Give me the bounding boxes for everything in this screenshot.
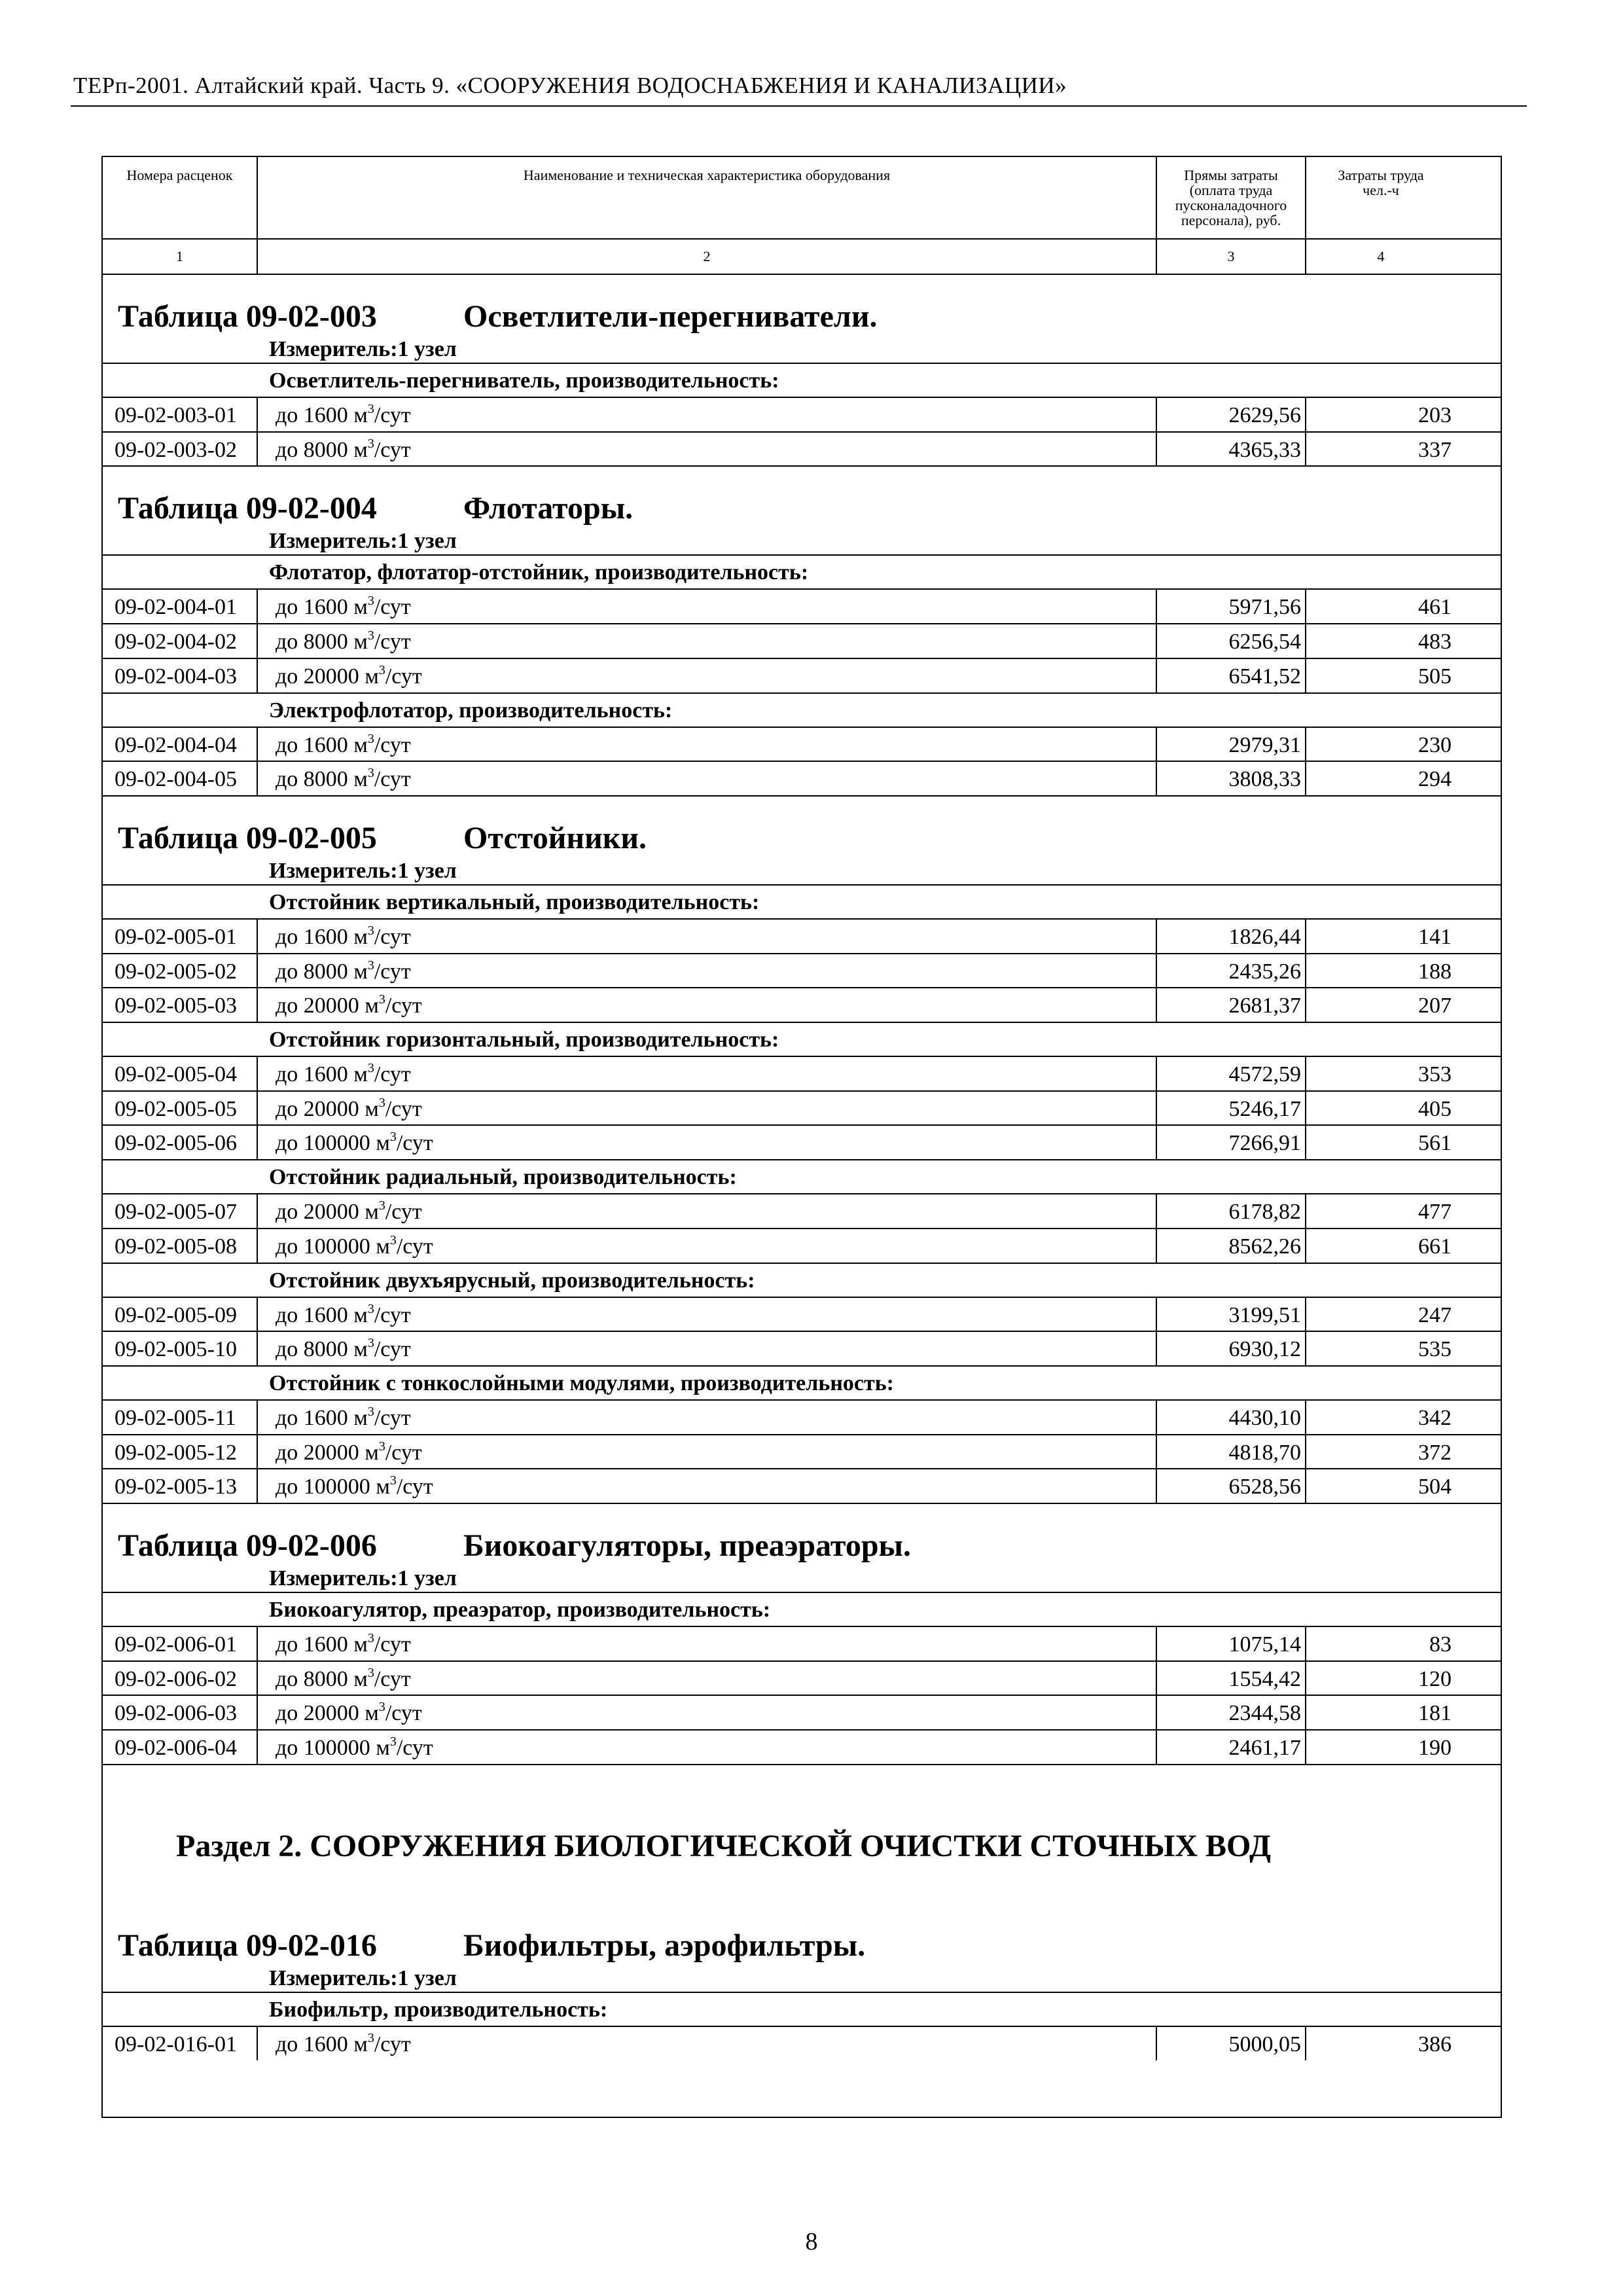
unit-label: $м^3$/сут xyxy=(348,1061,411,1086)
column-number: 4 xyxy=(1377,248,1385,264)
cell-divider xyxy=(1305,2026,1306,2060)
capacity-spec: до 100000 $м^3$/сут xyxy=(276,1734,433,1760)
direct-cost: 6256,54 xyxy=(1228,630,1301,654)
unit-label: $м^3$/сут xyxy=(348,628,411,654)
unit-label: $м^3$/сут xyxy=(348,1631,411,1657)
capacity-spec: до 1600 $м^3$/сут xyxy=(276,402,411,427)
labor-cost: 83 xyxy=(1429,1632,1452,1657)
row-divider xyxy=(103,1331,1501,1332)
header-rule xyxy=(71,105,1527,107)
capacity-spec: до 20000 $м^3$/сут xyxy=(276,1096,422,1121)
labor-cost: 230 xyxy=(1418,733,1452,757)
cell-divider xyxy=(1156,1399,1157,1434)
labor-cost: 207 xyxy=(1418,994,1452,1018)
column-number: 2 xyxy=(703,248,711,264)
table-name: Флотаторы. xyxy=(463,491,633,526)
unit-label: $м^3$/сут xyxy=(348,437,411,462)
cell-divider xyxy=(1305,1468,1306,1503)
labor-cost: 181 xyxy=(1418,1701,1452,1725)
measure-unit: Измеритель:1 узел xyxy=(269,859,457,883)
row-divider xyxy=(103,1592,1501,1593)
table-number: Таблица 09-02-016 xyxy=(118,1928,377,1963)
capacity-spec: до 8000 $м^3$/сут xyxy=(276,437,411,462)
direct-cost: 5000,05 xyxy=(1228,2032,1301,2056)
capacity-spec: до 20000 $м^3$/сут xyxy=(276,1700,422,1725)
direct-cost: 6528,56 xyxy=(1228,1475,1301,1499)
cell-divider xyxy=(1156,918,1157,953)
capacity-spec: до 8000 $м^3$/сут xyxy=(276,766,411,791)
cell-divider xyxy=(1305,1090,1306,1125)
labor-cost: 190 xyxy=(1418,1736,1452,1760)
row-divider xyxy=(103,1660,1501,1662)
labor-cost: 483 xyxy=(1418,630,1452,654)
row-divider xyxy=(103,554,1501,556)
row-divider xyxy=(103,1992,1501,1993)
labor-cost: 461 xyxy=(1418,595,1452,619)
rate-code: 09-02-005-09 xyxy=(115,1303,237,1327)
page-number: 8 xyxy=(805,2228,818,2255)
direct-cost: 2629,56 xyxy=(1228,403,1301,427)
cell-divider xyxy=(1305,1729,1306,1764)
rate-code: 09-02-005-02 xyxy=(115,960,237,984)
cell-divider xyxy=(1156,953,1157,988)
row-divider xyxy=(103,623,1501,624)
row-divider xyxy=(103,465,1501,467)
row-divider xyxy=(103,1503,1501,1504)
table-name: Биофильтры, аэрофильтры. xyxy=(463,1928,866,1963)
direct-cost: 1075,14 xyxy=(1228,1632,1301,1657)
direct-cost: 2344,58 xyxy=(1228,1701,1301,1725)
capacity-spec: до 8000 $м^3$/сут xyxy=(276,958,411,984)
row-divider xyxy=(103,1193,1501,1194)
capacity-spec: до 20000 $м^3$/сут xyxy=(276,663,422,689)
cell-divider xyxy=(1156,658,1157,692)
cell-divider xyxy=(257,1297,258,1331)
row-divider xyxy=(103,588,1501,590)
capacity-spec: до 1600 $м^3$/сут xyxy=(276,1405,411,1430)
cell-divider xyxy=(257,726,258,761)
labor-cost: 353 xyxy=(1418,1062,1452,1086)
direct-cost: 1554,42 xyxy=(1228,1667,1301,1691)
cell-divider xyxy=(1305,1695,1306,1729)
section-heading: Раздел 2. СООРУЖЕНИЯ БИОЛОГИЧЕСКОЙ ОЧИСТКИ СТОЧНЫХ ВОД xyxy=(176,1829,1271,1863)
measure-unit: Измеритель:1 узел xyxy=(269,1966,457,1990)
row-divider xyxy=(103,431,1501,433)
page-header: ТЕРп-2001. Алтайский край. Часть 9. «СООРУЖЕНИЯ ВОДОСНАБЖЕНИЯ И КАНАЛИЗАЦИИ» xyxy=(73,73,1067,98)
rate-code: 09-02-005-07 xyxy=(115,1200,237,1224)
rate-code: 09-02-005-06 xyxy=(115,1131,237,1155)
cell-divider xyxy=(1156,1193,1157,1228)
unit-label: $м^3$/сут xyxy=(348,1405,411,1430)
rate-code: 09-02-006-02 xyxy=(115,1667,237,1691)
direct-cost: 7266,91 xyxy=(1228,1131,1301,1155)
rate-code: 09-02-006-01 xyxy=(115,1632,237,1657)
column-number: 3 xyxy=(1227,248,1235,264)
group-label: Отстойник двухъярусный, производительность: xyxy=(269,1268,755,1293)
row-divider xyxy=(103,761,1501,762)
cell-divider xyxy=(257,1124,258,1159)
cell-divider xyxy=(1305,588,1306,623)
direct-cost: 5246,17 xyxy=(1228,1097,1301,1121)
direct-cost: 4365,33 xyxy=(1228,438,1301,462)
unit-label: $м^3$/сут xyxy=(348,766,411,791)
unit-label: $м^3$/сут xyxy=(370,1734,433,1760)
cell-divider xyxy=(1156,1468,1157,1503)
capacity-spec: до 20000 $м^3$/сут xyxy=(276,1439,422,1465)
labor-cost: 372 xyxy=(1418,1441,1452,1465)
cell-divider xyxy=(257,588,258,623)
direct-cost: 1826,44 xyxy=(1228,925,1301,949)
column-header-3: Прямы затраты (оплата труда пусконаладочного персонала), руб. xyxy=(1175,167,1287,228)
unit-label: $м^3$/сут xyxy=(348,958,411,984)
column-header-2: Наименование и техническая характеристика оборудования xyxy=(523,167,891,183)
row-divider xyxy=(103,884,1501,886)
group-label: Отстойник горизонтальный, производительность: xyxy=(269,1028,779,1052)
direct-cost: 3199,51 xyxy=(1228,1303,1301,1327)
cell-divider xyxy=(257,2026,258,2060)
direct-cost: 5971,56 xyxy=(1228,595,1301,619)
row-divider xyxy=(103,1764,1501,1765)
cell-divider xyxy=(257,1399,258,1434)
row-divider xyxy=(103,1263,1501,1264)
direct-cost: 4572,59 xyxy=(1228,1062,1301,1086)
direct-cost: 4430,10 xyxy=(1228,1406,1301,1430)
labor-cost: 386 xyxy=(1418,2032,1452,2056)
unit-label: $м^3$/сут xyxy=(359,1700,422,1725)
capacity-spec: до 100000 $м^3$/сут xyxy=(276,1130,433,1155)
unit-label: $м^3$/сут xyxy=(348,2031,411,2056)
labor-cost: 337 xyxy=(1418,438,1452,462)
cell-divider xyxy=(1305,726,1306,761)
measure-unit: Измеритель:1 узел xyxy=(269,337,457,361)
rate-code: 09-02-005-01 xyxy=(115,925,237,949)
cell-divider xyxy=(1305,1399,1306,1434)
row-divider xyxy=(103,397,1501,398)
cell-divider xyxy=(1305,1331,1306,1365)
rate-code: 09-02-005-05 xyxy=(115,1097,237,1121)
labor-cost: 203 xyxy=(1418,403,1452,427)
row-divider xyxy=(103,726,1501,728)
capacity-spec: до 1600 $м^3$/сут xyxy=(276,924,411,949)
unit-label: $м^3$/сут xyxy=(359,663,422,689)
cell-divider xyxy=(257,1193,258,1228)
direct-cost: 2979,31 xyxy=(1228,733,1301,757)
group-label: Электрофлотатор, производительность: xyxy=(269,698,673,723)
cell-divider xyxy=(1156,1434,1157,1469)
table-name: Отстойники. xyxy=(463,821,647,855)
cell-divider xyxy=(257,953,258,988)
cell-divider xyxy=(1305,1626,1306,1660)
rate-code: 09-02-016-01 xyxy=(115,2032,237,2056)
direct-cost: 3808,33 xyxy=(1228,767,1301,791)
row-divider xyxy=(103,795,1501,797)
cell-divider xyxy=(257,1090,258,1125)
cell-divider xyxy=(257,1626,258,1660)
capacity-spec: до 8000 $м^3$/сут xyxy=(276,1336,411,1361)
direct-cost: 2461,17 xyxy=(1228,1736,1301,1760)
group-label: Осветлитель-перегниватель, производительность: xyxy=(269,368,779,393)
capacity-spec: до 100000 $м^3$/сут xyxy=(276,1233,433,1259)
row-divider xyxy=(103,1124,1501,1126)
header-bottom xyxy=(103,274,1501,275)
rate-code: 09-02-005-08 xyxy=(115,1234,237,1259)
row-divider xyxy=(103,2026,1501,2027)
unit-label: $м^3$/сут xyxy=(348,732,411,757)
cell-divider xyxy=(1156,1729,1157,1764)
labor-cost: 342 xyxy=(1418,1406,1452,1430)
cell-divider xyxy=(257,431,258,466)
rate-code: 09-02-004-03 xyxy=(115,664,237,689)
table-number: Таблица 09-02-003 xyxy=(118,299,377,334)
cell-divider xyxy=(1305,1193,1306,1228)
column-header-1: Номера расценок xyxy=(126,167,233,183)
group-label: Отстойник с тонкослойными модулями, производительность: xyxy=(269,1371,895,1395)
capacity-spec: до 1600 $м^3$/сут xyxy=(276,732,411,757)
table-number: Таблица 09-02-006 xyxy=(118,1528,377,1563)
labor-cost: 505 xyxy=(1418,664,1452,689)
cell-divider xyxy=(1156,1331,1157,1365)
direct-cost: 6178,82 xyxy=(1228,1200,1301,1224)
rates-table xyxy=(101,156,1502,2118)
group-label: Биокоагулятор, преаэратор, производительность: xyxy=(269,1598,771,1622)
group-label: Отстойник радиальный, производительность: xyxy=(269,1165,737,1189)
cell-divider xyxy=(257,1660,258,1695)
row-divider xyxy=(103,1159,1501,1160)
row-divider xyxy=(103,1297,1501,1298)
cell-divider xyxy=(1305,431,1306,466)
column-number: 1 xyxy=(176,248,183,264)
table-name: Осветлители-перегниватели. xyxy=(463,299,878,334)
cell-divider xyxy=(257,1331,258,1365)
measure-unit: Измеритель:1 узел xyxy=(269,529,457,553)
cell-divider xyxy=(1156,1124,1157,1159)
cell-divider xyxy=(257,658,258,692)
cell-divider xyxy=(257,1695,258,1729)
cell-divider xyxy=(257,397,258,431)
cell-divider xyxy=(1156,397,1157,431)
row-divider xyxy=(103,1434,1501,1435)
capacity-spec: до 100000 $м^3$/сут xyxy=(276,1473,433,1499)
column-header-4: Затраты труда чел.-ч xyxy=(1338,167,1424,198)
cell-divider xyxy=(1305,1434,1306,1469)
direct-cost: 8562,26 xyxy=(1228,1234,1301,1259)
cell-divider xyxy=(1156,623,1157,658)
cell-divider xyxy=(257,623,258,658)
capacity-spec: до 20000 $м^3$/сут xyxy=(276,992,422,1018)
direct-cost: 6930,12 xyxy=(1228,1337,1301,1361)
labor-cost: 188 xyxy=(1418,960,1452,984)
unit-label: $м^3$/сут xyxy=(348,1302,411,1327)
cell-divider xyxy=(257,761,258,795)
unit-label: $м^3$/сут xyxy=(359,1096,422,1121)
row-divider xyxy=(103,658,1501,659)
row-divider xyxy=(103,1626,1501,1627)
rate-code: 09-02-005-03 xyxy=(115,994,237,1018)
capacity-spec: до 1600 $м^3$/сут xyxy=(276,1631,411,1657)
cell-divider xyxy=(257,1056,258,1090)
rate-code: 09-02-004-02 xyxy=(115,630,237,654)
unit-label: $м^3$/сут xyxy=(359,992,422,1018)
cell-divider xyxy=(1305,1660,1306,1695)
table-number: Таблица 09-02-004 xyxy=(118,491,377,526)
cell-divider xyxy=(1305,397,1306,431)
unit-label: $м^3$/сут xyxy=(370,1130,433,1155)
cell-divider xyxy=(257,987,258,1022)
labor-cost: 561 xyxy=(1418,1131,1452,1155)
group-label: Флотатор, флотатор-отстойник, производительность: xyxy=(269,560,809,584)
labor-cost: 504 xyxy=(1418,1475,1452,1499)
cell-divider xyxy=(1156,588,1157,623)
cell-divider xyxy=(1156,987,1157,1022)
row-divider xyxy=(103,1729,1501,1731)
labor-cost: 294 xyxy=(1418,767,1452,791)
rate-code: 09-02-004-05 xyxy=(115,767,237,791)
row-divider xyxy=(103,953,1501,954)
capacity-spec: до 8000 $м^3$/сут xyxy=(276,628,411,654)
capacity-spec: до 1600 $м^3$/сут xyxy=(276,594,411,619)
unit-label: $м^3$/сут xyxy=(359,1198,422,1224)
rate-code: 09-02-005-10 xyxy=(115,1337,237,1361)
capacity-spec: до 1600 $м^3$/сут xyxy=(276,1302,411,1327)
row-divider xyxy=(103,1090,1501,1092)
table-name: Биокоагуляторы, преаэраторы. xyxy=(463,1528,911,1563)
cell-divider xyxy=(1156,1056,1157,1090)
direct-cost: 2681,37 xyxy=(1228,994,1301,1018)
cell-divider xyxy=(257,1228,258,1263)
cell-divider xyxy=(1156,761,1157,795)
unit-label: $м^3$/сут xyxy=(370,1233,433,1259)
unit-label: $м^3$/сут xyxy=(348,924,411,949)
unit-label: $м^3$/сут xyxy=(370,1473,433,1499)
row-divider xyxy=(103,1399,1501,1401)
rate-code: 09-02-005-12 xyxy=(115,1441,237,1465)
rate-code: 09-02-006-04 xyxy=(115,1736,237,1760)
row-divider xyxy=(103,363,1501,364)
row-divider xyxy=(103,1468,1501,1469)
capacity-spec: до 1600 $м^3$/сут xyxy=(276,1061,411,1086)
labor-cost: 141 xyxy=(1418,925,1452,949)
cell-divider xyxy=(1305,918,1306,953)
labor-cost: 120 xyxy=(1418,1667,1452,1691)
unit-label: $м^3$/сут xyxy=(359,1439,422,1465)
row-divider xyxy=(103,987,1501,988)
direct-cost: 6541,52 xyxy=(1228,664,1301,689)
rate-code: 09-02-006-03 xyxy=(115,1701,237,1725)
measure-unit: Измеритель:1 узел xyxy=(269,1566,457,1590)
capacity-spec: до 8000 $м^3$/сут xyxy=(276,1666,411,1691)
rate-code: 09-02-003-02 xyxy=(115,438,237,462)
cell-divider xyxy=(1305,658,1306,692)
cell-divider xyxy=(1305,761,1306,795)
rate-code: 09-02-005-04 xyxy=(115,1062,237,1086)
cell-divider xyxy=(1305,953,1306,988)
cell-divider xyxy=(1156,726,1157,761)
rate-code: 09-02-004-01 xyxy=(115,595,237,619)
labor-cost: 535 xyxy=(1418,1337,1452,1361)
cell-divider xyxy=(257,918,258,953)
row-divider xyxy=(103,1365,1501,1367)
row-divider xyxy=(103,918,1501,920)
unit-label: $м^3$/сут xyxy=(348,402,411,427)
cell-divider xyxy=(1156,431,1157,466)
cell-divider xyxy=(1156,1626,1157,1660)
labor-cost: 247 xyxy=(1418,1303,1452,1327)
labor-cost: 661 xyxy=(1418,1234,1452,1259)
direct-cost: 4818,70 xyxy=(1228,1441,1301,1465)
table-number: Таблица 09-02-005 xyxy=(118,821,377,855)
header-divider xyxy=(103,238,1501,240)
cell-divider xyxy=(1156,1660,1157,1695)
labor-cost: 477 xyxy=(1418,1200,1452,1224)
rate-code: 09-02-005-11 xyxy=(115,1406,236,1430)
group-label: Биофильтр, производительность: xyxy=(269,1998,608,2022)
cell-divider xyxy=(1305,623,1306,658)
unit-label: $м^3$/сут xyxy=(348,1666,411,1691)
cell-divider xyxy=(1305,1124,1306,1159)
cell-divider xyxy=(1305,1228,1306,1263)
capacity-spec: до 20000 $м^3$/сут xyxy=(276,1198,422,1224)
cell-divider xyxy=(257,1434,258,1469)
rate-code: 09-02-003-01 xyxy=(115,403,237,427)
rate-code: 09-02-004-04 xyxy=(115,733,237,757)
row-divider xyxy=(103,1022,1501,1023)
cell-divider xyxy=(257,1468,258,1503)
group-label: Отстойник вертикальный, производительность: xyxy=(269,890,760,914)
labor-cost: 405 xyxy=(1418,1097,1452,1121)
cell-divider xyxy=(1156,2026,1157,2060)
unit-label: $м^3$/сут xyxy=(348,1336,411,1361)
cell-divider xyxy=(1305,1297,1306,1331)
capacity-spec: до 1600 $м^3$/сут xyxy=(276,2031,411,2056)
unit-label: $м^3$/сут xyxy=(348,594,411,619)
cell-divider xyxy=(1156,1695,1157,1729)
row-divider xyxy=(103,1228,1501,1229)
cell-divider xyxy=(1156,1228,1157,1263)
rate-code: 09-02-005-13 xyxy=(115,1475,237,1499)
cell-divider xyxy=(1305,1056,1306,1090)
cell-divider xyxy=(1156,1297,1157,1331)
cell-divider xyxy=(1305,987,1306,1022)
row-divider xyxy=(103,692,1501,694)
row-divider xyxy=(103,1695,1501,1696)
row-divider xyxy=(103,1056,1501,1057)
cell-divider xyxy=(1156,1090,1157,1125)
cell-divider xyxy=(257,1729,258,1764)
direct-cost: 2435,26 xyxy=(1228,960,1301,984)
